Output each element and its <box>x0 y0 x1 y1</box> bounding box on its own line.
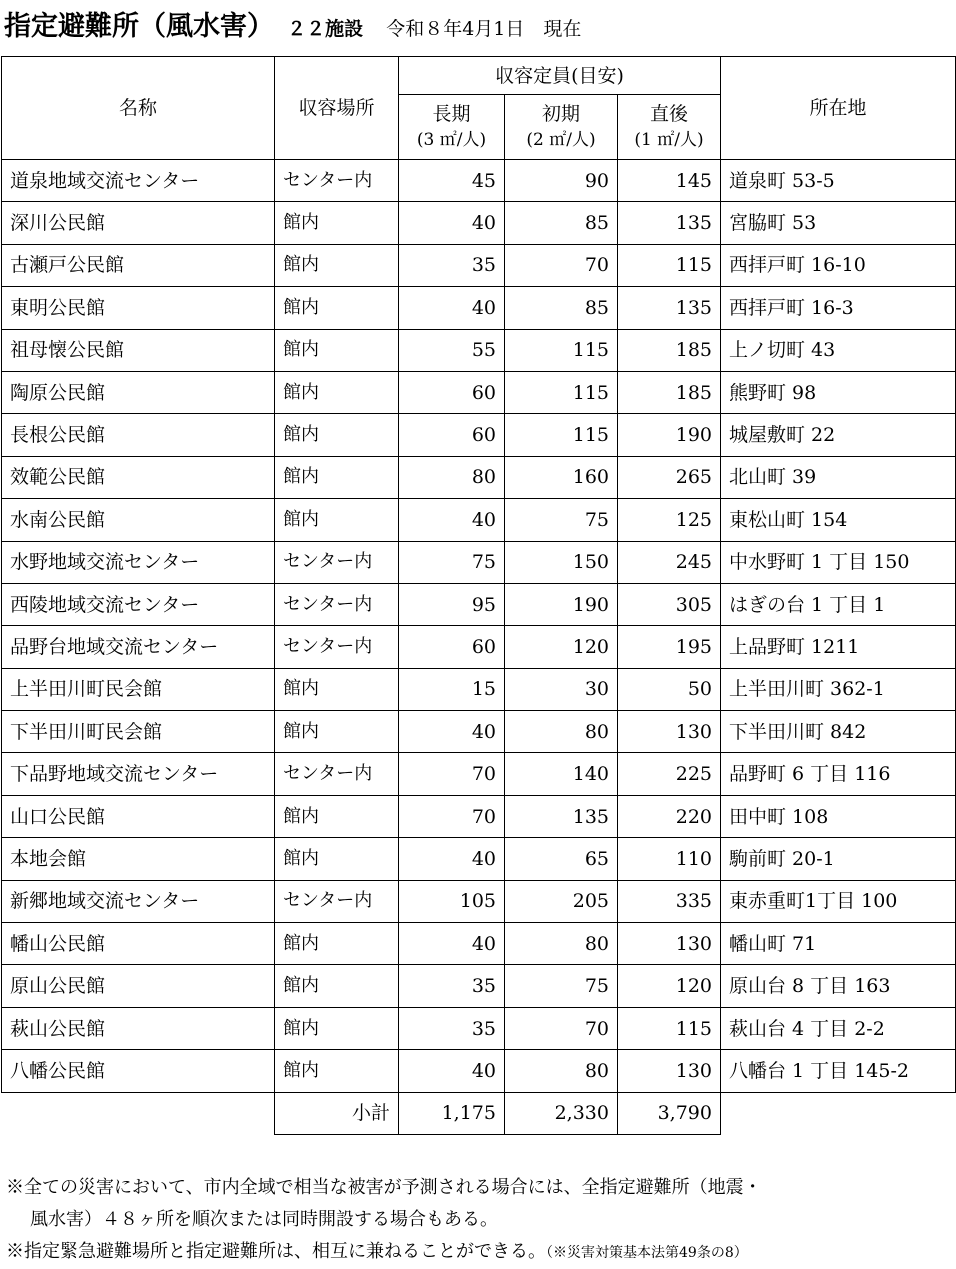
cell-early: 75 <box>505 965 618 1007</box>
cell-early: 135 <box>505 795 618 837</box>
cell-early: 120 <box>505 626 618 668</box>
header-immediate-unit: (1 ㎡/人) <box>634 130 704 150</box>
table-row <box>2 1050 956 1092</box>
table-row <box>2 329 956 371</box>
cell-address: 中水野町 1 丁目 150 <box>721 541 956 583</box>
table-row <box>2 371 956 413</box>
cell-address: 上品野町 1211 <box>721 626 956 668</box>
cell-place: センター内 <box>275 626 399 668</box>
header-early <box>505 95 618 160</box>
table-row <box>2 880 956 922</box>
note-1-line-1: ※全ての災害において、市内全域で相当な被害が予測される場合には、全指定避難所（地震・ <box>6 1177 762 1198</box>
cell-long: 40 <box>399 202 505 244</box>
cell-place: 館内 <box>275 668 399 710</box>
cell-long: 45 <box>399 160 505 202</box>
cell-long: 40 <box>399 838 505 880</box>
cell-immediate: 225 <box>618 753 721 795</box>
cell-immediate: 50 <box>618 668 721 710</box>
cell-early: 190 <box>505 583 618 625</box>
cell-name: 水野地域交流センター <box>2 541 275 583</box>
subtotal-blank-right <box>721 1092 956 1134</box>
cell-place: 館内 <box>275 414 399 456</box>
cell-place: 館内 <box>275 202 399 244</box>
cell-immediate: 265 <box>618 456 721 498</box>
notes <box>6 1172 952 1269</box>
cell-long: 40 <box>399 711 505 753</box>
cell-immediate: 185 <box>618 371 721 413</box>
cell-immediate: 130 <box>618 711 721 753</box>
cell-early: 80 <box>505 711 618 753</box>
subtotal-blank-left <box>2 1092 275 1134</box>
note-2 <box>6 1236 952 1269</box>
cell-address: 品野町 6 丁目 116 <box>721 753 956 795</box>
cell-address: 駒前町 20-1 <box>721 838 956 880</box>
cell-name: 下半田川町民会館 <box>2 711 275 753</box>
table-row <box>2 1007 956 1049</box>
subtotal-label: 小計 <box>275 1092 399 1134</box>
cell-address: 田中町 108 <box>721 795 956 837</box>
cell-long: 75 <box>399 541 505 583</box>
cell-long: 105 <box>399 880 505 922</box>
cell-place: 館内 <box>275 1007 399 1049</box>
table-row <box>2 668 956 710</box>
cell-long: 80 <box>399 456 505 498</box>
note-2-reference: （※災害対策基本法第49条の8） <box>546 1245 748 1261</box>
cell-immediate: 305 <box>618 583 721 625</box>
cell-name: 萩山公民館 <box>2 1007 275 1049</box>
cell-place: センター内 <box>275 583 399 625</box>
document-title <box>4 4 954 44</box>
cell-name: 古瀬戸公民館 <box>2 244 275 286</box>
cell-immediate: 125 <box>618 499 721 541</box>
cell-place: 館内 <box>275 965 399 1007</box>
cell-place: 館内 <box>275 456 399 498</box>
cell-long: 35 <box>399 965 505 1007</box>
cell-long: 60 <box>399 414 505 456</box>
table-row <box>2 965 956 1007</box>
cell-immediate: 135 <box>618 287 721 329</box>
as-of-date: 令和８年4月1日 現在 <box>386 18 582 40</box>
table-row <box>2 160 956 202</box>
cell-early: 80 <box>505 1050 618 1092</box>
header-row-top <box>2 57 956 95</box>
subtotal-long: 1,175 <box>399 1092 505 1134</box>
cell-address: はぎの台 1 丁目 1 <box>721 583 956 625</box>
cell-name: 陶原公民館 <box>2 371 275 413</box>
cell-immediate: 145 <box>618 160 721 202</box>
table-row <box>2 541 956 583</box>
cell-long: 40 <box>399 499 505 541</box>
cell-early: 160 <box>505 456 618 498</box>
cell-address: 西拝戸町 16-10 <box>721 244 956 286</box>
cell-place: 館内 <box>275 329 399 371</box>
facility-count: ２２施設 <box>287 18 364 40</box>
cell-immediate: 185 <box>618 329 721 371</box>
cell-early: 115 <box>505 414 618 456</box>
cell-address: 道泉町 53-5 <box>721 160 956 202</box>
cell-early: 150 <box>505 541 618 583</box>
subtotal-early: 2,330 <box>505 1092 618 1134</box>
cell-place: センター内 <box>275 541 399 583</box>
cell-address: 東松山町 154 <box>721 499 956 541</box>
cell-place: 館内 <box>275 923 399 965</box>
cell-name: 上半田川町民会館 <box>2 668 275 710</box>
cell-address: 幡山町 71 <box>721 923 956 965</box>
cell-address: 下半田川町 842 <box>721 711 956 753</box>
header-immediate-label: 直後 <box>649 103 688 125</box>
header-early-unit: (2 ㎡/人) <box>526 130 596 150</box>
table-row <box>2 753 956 795</box>
shelter-table <box>1 56 956 1135</box>
cell-address: 城屋敷町 22 <box>721 414 956 456</box>
cell-immediate: 135 <box>618 202 721 244</box>
cell-place: 館内 <box>275 244 399 286</box>
cell-long: 55 <box>399 329 505 371</box>
cell-long: 15 <box>399 668 505 710</box>
cell-place: センター内 <box>275 753 399 795</box>
cell-long: 40 <box>399 287 505 329</box>
cell-place: 館内 <box>275 795 399 837</box>
cell-name: 八幡公民館 <box>2 1050 275 1092</box>
title-main: 指定避難所（風水害） <box>4 11 274 42</box>
cell-immediate: 130 <box>618 923 721 965</box>
cell-name: 道泉地域交流センター <box>2 160 275 202</box>
cell-long: 35 <box>399 1007 505 1049</box>
cell-address: 原山台 8 丁目 163 <box>721 965 956 1007</box>
header-early-label: 初期 <box>541 103 580 125</box>
table-row <box>2 795 956 837</box>
cell-immediate: 130 <box>618 1050 721 1092</box>
cell-address: 宮脇町 53 <box>721 202 956 244</box>
cell-name: 水南公民館 <box>2 499 275 541</box>
cell-early: 85 <box>505 287 618 329</box>
cell-name: 西陵地域交流センター <box>2 583 275 625</box>
cell-place: 館内 <box>275 499 399 541</box>
cell-place: 館内 <box>275 371 399 413</box>
header-long-unit: (3 ㎡/人) <box>416 130 487 150</box>
cell-name: 東明公民館 <box>2 287 275 329</box>
cell-immediate: 195 <box>618 626 721 668</box>
cell-address: 熊野町 98 <box>721 371 956 413</box>
cell-early: 85 <box>505 202 618 244</box>
cell-early: 70 <box>505 1007 618 1049</box>
cell-early: 65 <box>505 838 618 880</box>
cell-name: 山口公民館 <box>2 795 275 837</box>
table-row <box>2 244 956 286</box>
cell-name: 品野台地域交流センター <box>2 626 275 668</box>
cell-long: 40 <box>399 923 505 965</box>
header-immediate <box>618 95 721 160</box>
cell-address: 萩山台 4 丁目 2-2 <box>721 1007 956 1049</box>
cell-early: 140 <box>505 753 618 795</box>
cell-early: 205 <box>505 880 618 922</box>
cell-place: 館内 <box>275 838 399 880</box>
cell-long: 70 <box>399 795 505 837</box>
cell-address: 西拝戸町 16-3 <box>721 287 956 329</box>
table-row <box>2 711 956 753</box>
cell-long: 95 <box>399 583 505 625</box>
subtotal-row <box>2 1092 956 1134</box>
table-row <box>2 499 956 541</box>
header-place: 収容場所 <box>275 57 399 160</box>
subtotal-immediate: 3,790 <box>618 1092 721 1134</box>
header-capacity: 収容定員(目安) <box>399 57 721 95</box>
cell-name: 下品野地域交流センター <box>2 753 275 795</box>
cell-address: 東赤重町1丁目 100 <box>721 880 956 922</box>
cell-name: 新郷地域交流センター <box>2 880 275 922</box>
cell-early: 90 <box>505 160 618 202</box>
table-row <box>2 414 956 456</box>
cell-early: 70 <box>505 244 618 286</box>
table-row <box>2 456 956 498</box>
cell-name: 效範公民館 <box>2 456 275 498</box>
cell-immediate: 115 <box>618 244 721 286</box>
cell-address: 八幡台 1 丁目 145-2 <box>721 1050 956 1092</box>
cell-early: 75 <box>505 499 618 541</box>
table-body <box>2 160 956 1093</box>
header-long-label: 長期 <box>432 103 471 125</box>
cell-early: 30 <box>505 668 618 710</box>
cell-long: 70 <box>399 753 505 795</box>
cell-place: 館内 <box>275 287 399 329</box>
cell-name: 本地会館 <box>2 838 275 880</box>
cell-immediate: 120 <box>618 965 721 1007</box>
cell-long: 35 <box>399 244 505 286</box>
cell-name: 深川公民館 <box>2 202 275 244</box>
cell-place: 館内 <box>275 711 399 753</box>
cell-address: 北山町 39 <box>721 456 956 498</box>
cell-place: センター内 <box>275 880 399 922</box>
cell-name: 幡山公民館 <box>2 923 275 965</box>
cell-immediate: 220 <box>618 795 721 837</box>
table-row <box>2 287 956 329</box>
header-name: 名称 <box>2 57 275 160</box>
note-2-main: ※指定緊急避難場所と指定避難所は、相互に兼ねることができる。 <box>6 1241 546 1262</box>
cell-early: 115 <box>505 329 618 371</box>
cell-immediate: 245 <box>618 541 721 583</box>
header-long <box>399 95 505 160</box>
cell-immediate: 110 <box>618 838 721 880</box>
cell-long: 60 <box>399 371 505 413</box>
cell-long: 60 <box>399 626 505 668</box>
cell-name: 原山公民館 <box>2 965 275 1007</box>
cell-immediate: 335 <box>618 880 721 922</box>
cell-address: 上半田川町 362-1 <box>721 668 956 710</box>
note-1-line-2: 風水害）４８ヶ所を順次または同時開設する場合もある。 <box>30 1209 498 1230</box>
table-row <box>2 923 956 965</box>
cell-early: 80 <box>505 923 618 965</box>
cell-place: センター内 <box>275 160 399 202</box>
cell-place: 館内 <box>275 1050 399 1092</box>
table-row <box>2 626 956 668</box>
table-row <box>2 838 956 880</box>
table-row <box>2 583 956 625</box>
cell-name: 長根公民館 <box>2 414 275 456</box>
cell-name: 祖母懐公民館 <box>2 329 275 371</box>
cell-immediate: 190 <box>618 414 721 456</box>
cell-address: 上ノ切町 43 <box>721 329 956 371</box>
cell-immediate: 115 <box>618 1007 721 1049</box>
cell-long: 40 <box>399 1050 505 1092</box>
cell-early: 115 <box>505 371 618 413</box>
table-row <box>2 202 956 244</box>
header-address: 所在地 <box>721 57 956 160</box>
